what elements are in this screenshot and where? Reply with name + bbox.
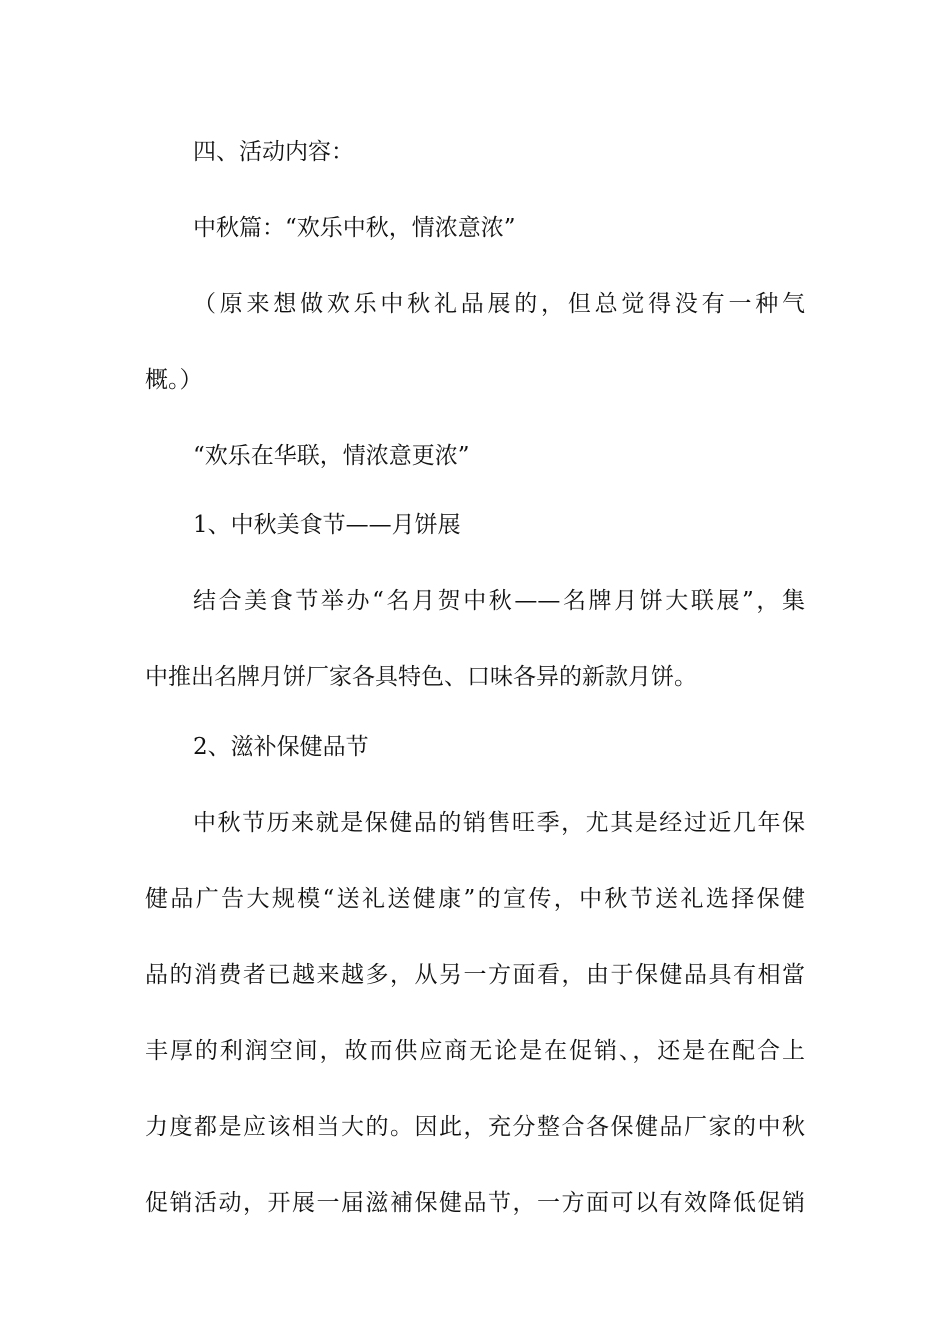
paragraph-line: 健品广告大规模“送礼送健康”的宣传，中秋节送礼选择保健	[145, 886, 805, 912]
mid-autumn-theme: 中秋篇：“欢乐中秋，情浓意浓”	[193, 215, 516, 241]
paragraph-line: 结合美食节举办“名月贺中秋——名牌月饼大联展”，集	[193, 588, 805, 614]
section-heading: 四、活动内容：	[193, 139, 354, 165]
item-heading-1: 1、中秋美食节——月饼展	[193, 512, 461, 538]
item-heading-2: 2、滋补保健品节	[193, 734, 369, 760]
paragraph-line: 丰厚的利润空间，故而供应商无论是在促销、，还是在配合上	[145, 1038, 805, 1064]
slogan-line: “欢乐在华联，情浓意更浓”	[193, 443, 470, 469]
paragraph-line: 力度都是应该相当大的。因此，充分整合各保健品厂家的中秋	[145, 1114, 805, 1140]
paragraph-line: （原来想做欢乐中秋礼品展的，但总觉得没有一种气	[193, 291, 805, 317]
paragraph-line: 中秋节历来就是保健品的销售旺季，尤其是经过近几年保	[193, 810, 805, 836]
paragraph-line: 中推出名牌月饼厂家各具特色、口味各异的新款月饼。	[145, 664, 697, 690]
paragraph-line: 品的消费者已越来越多，从另一方面看，由于保健品具有相當	[145, 962, 805, 988]
paragraph-line: 促销活动，开展一届滋補保健品节，一方面可以有效降低促销	[145, 1190, 805, 1216]
paragraph-line: 概。）	[145, 367, 203, 393]
